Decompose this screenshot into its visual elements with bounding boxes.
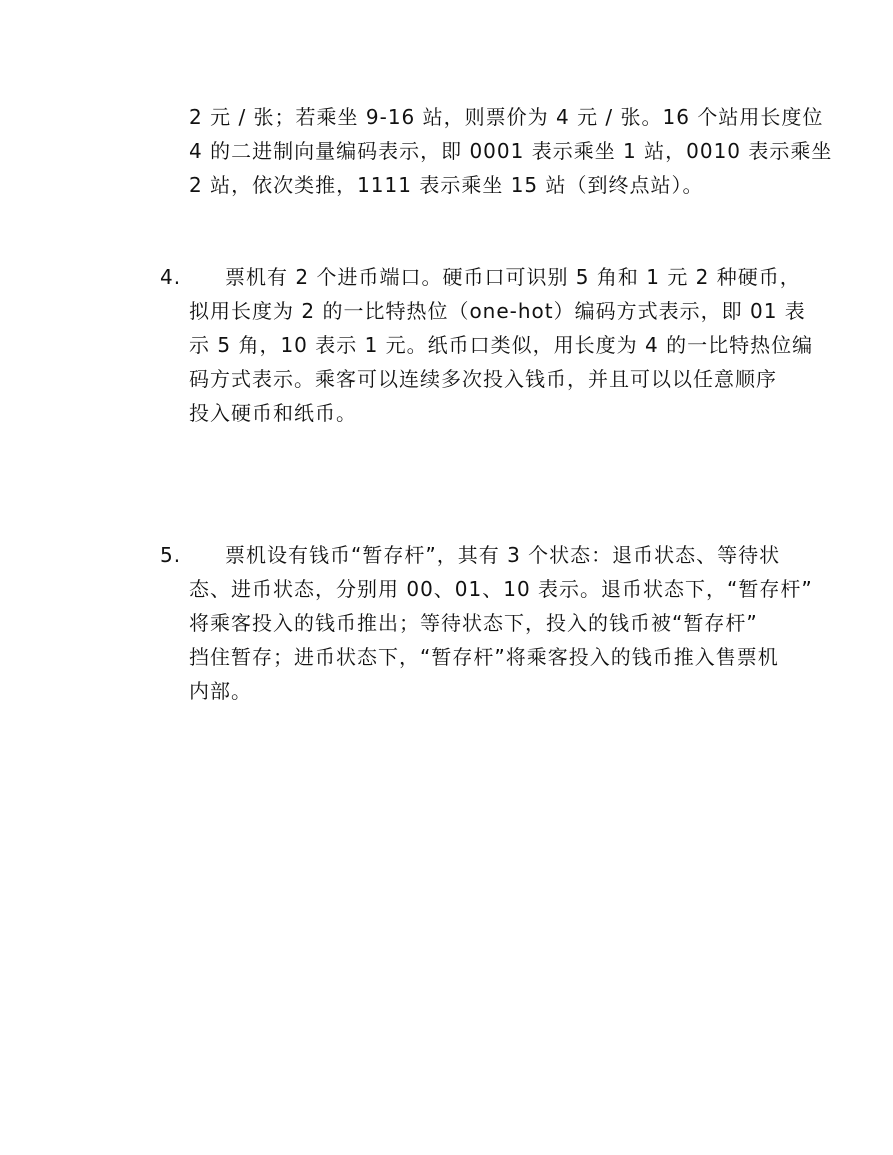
list-item-number: 4. bbox=[160, 265, 182, 289]
list-item-4 bbox=[160, 260, 814, 430]
paragraph-line: 挡住暂存；进币状态下，“暂存杆”将乘客投入的钱币推入售票机 bbox=[189, 645, 779, 669]
paragraph-line: 将乘客投入的钱币推出；等待状态下，投入的钱币被“暂存杆” bbox=[189, 611, 758, 635]
list-item-text: 票机设有钱币“暂存杆”，其有 3 个状态：退币状态、等待状 bbox=[225, 543, 781, 567]
paragraph-line: 2 站，依次类推，1111 表示乘坐 15 站（到终点站）。 bbox=[189, 173, 704, 197]
paragraph-line: 码方式表示。乘客可以连续多次投入钱币，并且可以以任意顺序 bbox=[189, 367, 777, 391]
paragraph-line: 内部。 bbox=[189, 679, 252, 703]
paragraph-line: 示 5 角，10 表示 1 元。纸币口类似，用长度为 4 的一比特热位编 bbox=[189, 333, 814, 357]
paragraph-line: 2 元 / 张；若乘坐 9-16 站，则票价为 4 元 / 张。16 个站用长度位 bbox=[189, 105, 824, 129]
list-item-number: 5. bbox=[160, 543, 182, 567]
paragraph-line: 4 的二进制向量编码表示，即 0001 表示乘坐 1 站，0010 表示乘坐 bbox=[189, 139, 833, 163]
paragraph-line: 态、进币状态，分别用 00、01、10 表示。退币状态下，“暂存杆” bbox=[189, 577, 813, 601]
paragraph-line: 投入硬币和纸币。 bbox=[189, 401, 357, 425]
continued-paragraph bbox=[189, 100, 833, 202]
list-item-first-line bbox=[160, 260, 801, 294]
paragraph-line: 拟用长度为 2 的一比特热位（one-hot）编码方式表示，即 01 表 bbox=[189, 299, 806, 323]
list-item-5 bbox=[160, 538, 813, 708]
list-item-text: 票机有 2 个进币端口。硬币口可识别 5 角和 1 元 2 种硬币， bbox=[225, 265, 801, 289]
list-item-first-line bbox=[160, 538, 781, 572]
